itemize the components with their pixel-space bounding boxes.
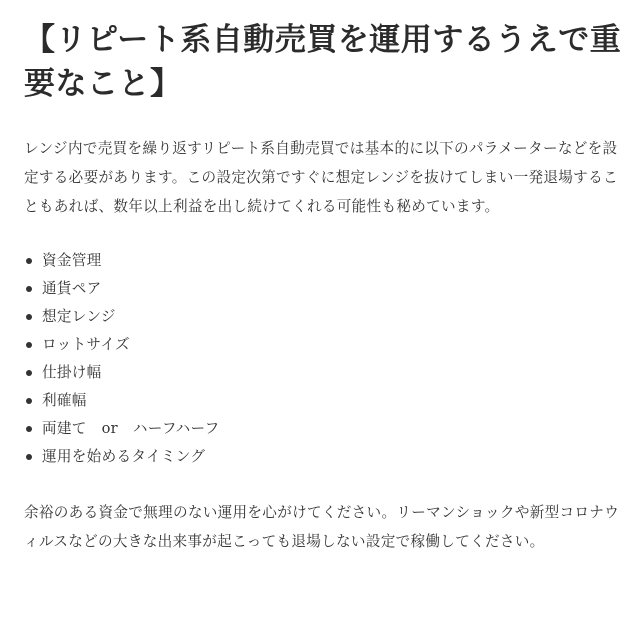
list-item-label: 両建て or ハーフハーフ: [42, 420, 220, 437]
list-item: [24, 331, 624, 359]
list-item: [24, 359, 624, 387]
bullet-icon: [26, 454, 32, 460]
article: [24, 0, 624, 556]
list-item: [24, 303, 624, 331]
list-item-label: ロットサイズ: [42, 336, 130, 353]
section-heading: 【リピート系自動売買を運用するうえで重要なこと】: [24, 22, 622, 102]
list-item: [24, 443, 624, 471]
list-item-label: 資金管理: [42, 252, 102, 269]
list-item-label: 仕掛け幅: [42, 364, 102, 381]
bullet-icon: [26, 398, 32, 404]
list-item: [24, 415, 624, 443]
bullet-icon: [26, 342, 32, 348]
list-item-label: 通貨ペア: [42, 280, 102, 297]
bullet-icon: [26, 426, 32, 432]
bullet-icon: [26, 286, 32, 292]
parameter-list: [24, 247, 624, 471]
list-item: [24, 247, 624, 275]
list-item-label: 想定レンジ: [42, 308, 116, 325]
list-item-label: 利確幅: [42, 392, 87, 409]
bullet-icon: [26, 370, 32, 376]
list-item-label: 運用を始めるタイミング: [42, 448, 206, 465]
bullet-icon: [26, 258, 32, 264]
bullet-icon: [26, 314, 32, 320]
outro-paragraph: 余裕のある資金で無理のない運用を心がけてください。リーマンショックや新型コロナウィルスなどの大きな出来事が起こっても退場しない設定で稼働してください。: [24, 504, 620, 550]
intro-paragraph: レンジ内で売買を繰り返すリピート系自動売買では基本的に以下のパラメーターなどを設定する必要があります。この設定次第ですぐに想定レンジを抜けてしまい一発退場することもあれば、数年以上利益を出し続けてくれる可能性も秘めています。: [24, 140, 618, 215]
list-item: [24, 275, 624, 303]
list-item: [24, 387, 624, 415]
